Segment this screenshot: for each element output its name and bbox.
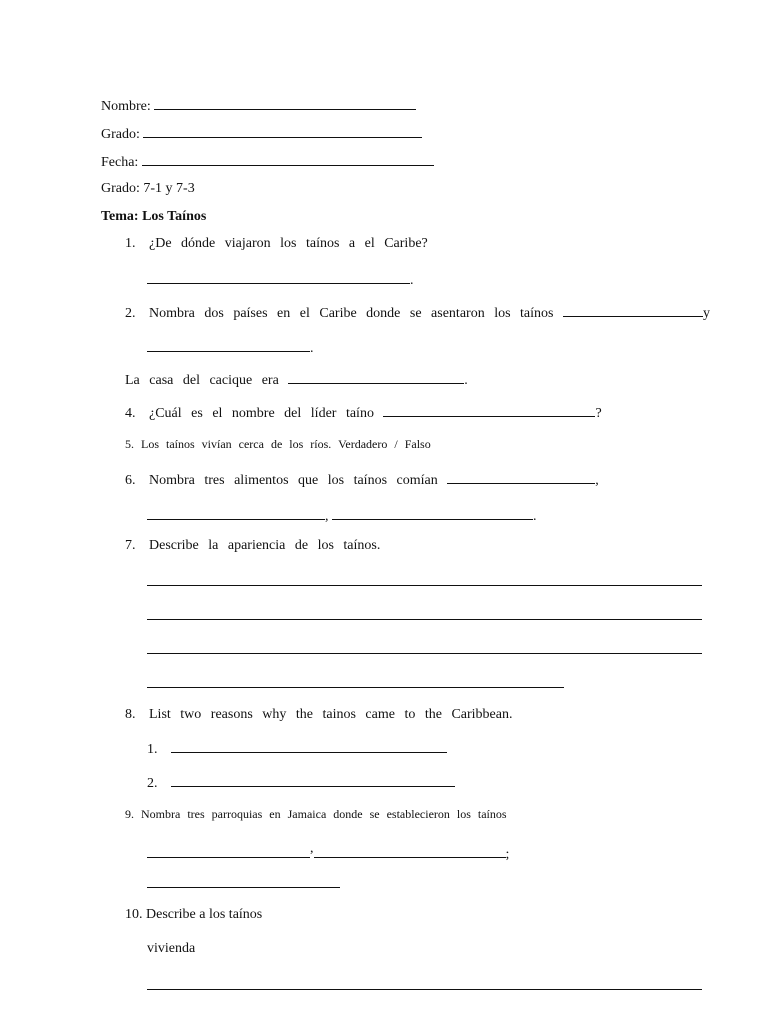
- question-3-end: .: [464, 373, 468, 388]
- question-6-blank-1[interactable]: [447, 470, 595, 484]
- question-6-comma-2: ,: [325, 509, 329, 524]
- question-8-number: 8.: [125, 707, 136, 722]
- question-6-comma: ,: [595, 473, 599, 488]
- tema-heading: Tema: Los Taínos: [101, 209, 207, 224]
- question-1-answer: [147, 270, 414, 290]
- question-3-blank[interactable]: [288, 370, 464, 384]
- question-1-number: 1.: [125, 236, 136, 251]
- question-1-blank[interactable]: [147, 270, 410, 284]
- question-3: [125, 370, 468, 390]
- question-4-end: ?: [595, 406, 602, 421]
- grado-row: [101, 124, 422, 144]
- question-10-sub: vivienda: [147, 941, 196, 956]
- question-9: 9. Nombra tres parroquias en Jamaica donde se establecieron los taínos: [125, 807, 507, 821]
- nombre-blank[interactable]: [154, 96, 416, 110]
- question-2-blank-1[interactable]: [563, 303, 703, 317]
- question-4: [125, 403, 602, 423]
- question-9-semicolon: ;: [505, 847, 510, 862]
- question-9-blank-3[interactable]: [147, 887, 340, 888]
- question-6-end: .: [533, 509, 537, 524]
- question-1: [125, 235, 428, 253]
- question-10: 10. Describe a los taínos: [125, 907, 263, 922]
- question-6-answer: [147, 506, 537, 526]
- question-6-blank-2[interactable]: [147, 506, 325, 520]
- question-6-blank-3[interactable]: [332, 506, 533, 520]
- nombre-row: [101, 96, 416, 116]
- nombre-label: Nombre:: [101, 99, 151, 114]
- question-8-blank-2[interactable]: [171, 773, 455, 787]
- question-7: [125, 537, 380, 555]
- question-5: 5. Los taínos vivían cerca de los ríos. Verdadero / Falso: [125, 437, 431, 451]
- question-8-blank-1[interactable]: [171, 739, 447, 753]
- question-2-answer: [147, 338, 314, 358]
- question-4-text: ¿Cuál es el nombre del líder taíno: [149, 406, 374, 421]
- question-7-line-2[interactable]: [147, 619, 702, 620]
- question-8-text: List two reasons why the tainos came to the Caribbean.: [149, 707, 513, 722]
- question-2-y: y: [702, 306, 710, 321]
- question-2-number: 2.: [125, 306, 136, 321]
- question-8-sub-1: 1.: [147, 742, 158, 757]
- question-7-line-3[interactable]: [147, 653, 702, 654]
- question-7-number: 7.: [125, 538, 136, 553]
- question-1-text: ¿De dónde viajaron los taínos a el Caribe?: [149, 236, 428, 251]
- question-2-blank-2[interactable]: [147, 338, 310, 352]
- question-6: [125, 470, 599, 490]
- question-9-blank-1[interactable]: [147, 844, 310, 858]
- question-1-end: .: [410, 273, 414, 288]
- grado-label: Grado:: [101, 127, 140, 142]
- question-2: [125, 303, 710, 323]
- question-6-number: 6.: [125, 473, 136, 488]
- question-7-line-1[interactable]: [147, 585, 702, 586]
- question-8-sub-2: 2.: [147, 776, 158, 791]
- question-2-text: Nombra dos países en el Caribe donde se asentaron los taínos: [149, 306, 554, 321]
- fecha-blank[interactable]: [142, 152, 434, 166]
- question-6-text: Nombra tres alimentos que los taínos comían: [149, 473, 438, 488]
- question-8: [125, 706, 512, 724]
- question-7-line-4[interactable]: [147, 687, 564, 688]
- fecha-row: [101, 152, 434, 172]
- question-2-end: .: [310, 341, 314, 356]
- grado-info: Grado: 7-1 y 7-3: [101, 181, 195, 196]
- question-9-answer: [147, 840, 509, 864]
- question-4-number: 4.: [125, 406, 136, 421]
- question-8-item-1: [147, 739, 447, 759]
- fecha-label: Fecha:: [101, 155, 139, 170]
- grado-blank[interactable]: [143, 124, 422, 138]
- question-9-blank-2[interactable]: [314, 844, 506, 858]
- question-10-line-1[interactable]: [147, 989, 702, 990]
- question-4-blank[interactable]: [383, 403, 595, 417]
- question-9-comma: ,: [310, 841, 314, 856]
- question-3-text: La casa del cacique era: [125, 373, 279, 388]
- question-7-text: Describe la apariencia de los taínos.: [149, 538, 381, 553]
- question-8-item-2: [147, 773, 455, 793]
